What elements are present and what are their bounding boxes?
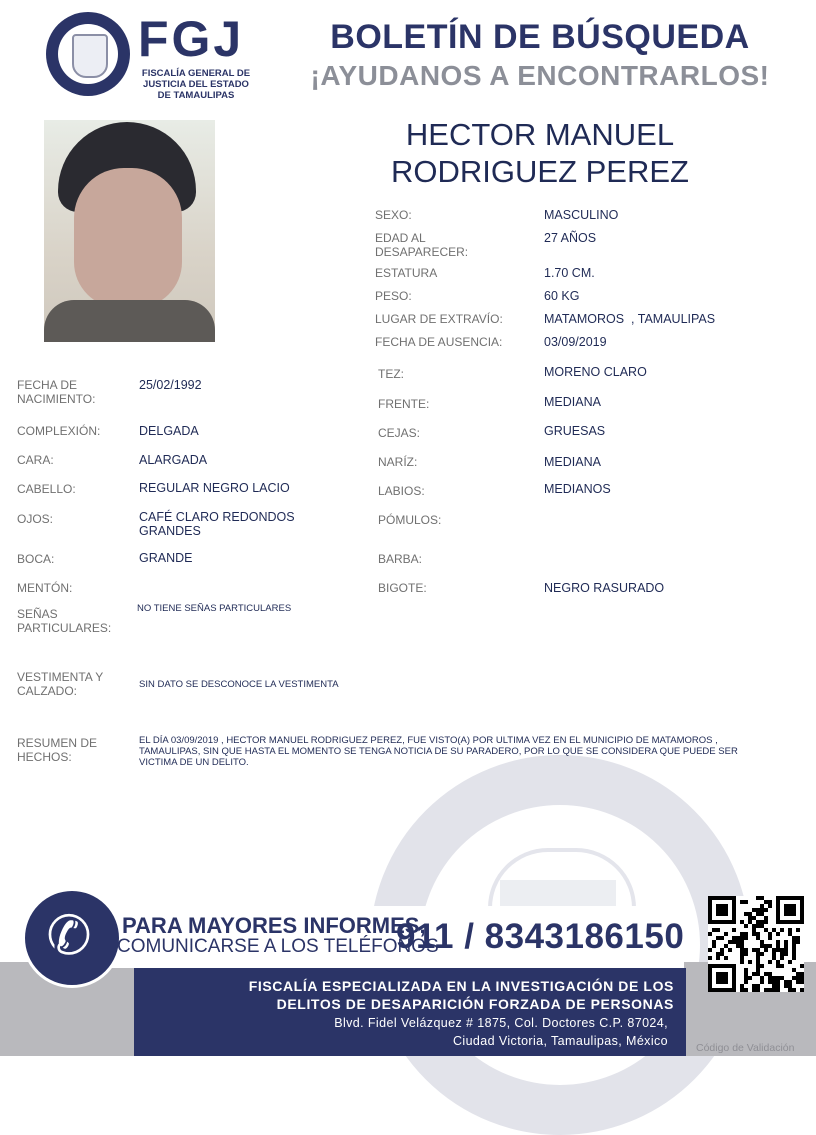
field-label-senas: SEÑAS PARTICULARES: bbox=[17, 607, 112, 635]
contact-phone[interactable]: 911 / 8343186150 bbox=[396, 917, 685, 956]
field-label-complexion: COMPLEXIÓN: bbox=[17, 424, 101, 438]
field-label-cara: CARA: bbox=[17, 453, 54, 467]
qr-caption: Código de Validación bbox=[696, 1042, 795, 1054]
person-name-line2: RODRIGUEZ PEREZ bbox=[391, 154, 689, 189]
field-value-boca: GRANDE bbox=[139, 551, 193, 565]
field-label-boca: BOCA: bbox=[17, 552, 55, 566]
address-line1: Blvd. Fidel Velázquez # 1875, Col. Doctores C.P. 87024, bbox=[334, 1016, 668, 1030]
field-label-pomulos: PÓMULOS: bbox=[378, 513, 442, 527]
photo-face bbox=[74, 168, 182, 308]
field-label-fecha-ausencia: FECHA DE AUSENCIA: bbox=[375, 335, 503, 349]
page-subtitle: ¡AYUDANOS A ENCONTRARLOS! bbox=[310, 60, 770, 91]
field-value-fecha-nacimiento: 25/02/1992 bbox=[139, 378, 202, 392]
logo-subtitle bbox=[138, 68, 254, 101]
field-value-senas: NO TIENE SEÑAS PARTICULARES bbox=[137, 603, 292, 614]
field-value-peso: 60 KG bbox=[544, 289, 580, 303]
field-label-cejas: CEJAS: bbox=[378, 426, 421, 440]
informes-line1: PARA MAYORES INFORMES, bbox=[122, 913, 426, 938]
field-value-tez: MORENO CLARO bbox=[544, 365, 647, 379]
field-value-ojos: CAFÉ CLARO REDONDOS GRANDES bbox=[139, 510, 295, 538]
field-label-labios: LABIOS: bbox=[378, 484, 425, 498]
fiscalia-name bbox=[134, 977, 674, 1013]
missing-person-photo bbox=[44, 120, 215, 342]
photo-shirt bbox=[44, 300, 215, 342]
field-label-estatura: ESTATURA bbox=[375, 266, 438, 280]
field-label-frente: FRENTE: bbox=[378, 397, 430, 411]
field-value-vestimenta: SIN DATO SE DESCONOCE LA VESTIMENTA bbox=[139, 679, 339, 690]
field-value-nariz: MEDIANA bbox=[544, 455, 601, 469]
field-value-complexion: DELGADA bbox=[139, 424, 199, 438]
field-label-lugar: LUGAR DE EXTRAVÍO: bbox=[375, 312, 503, 326]
page-title: BOLETÍN DE BÚSQUEDA bbox=[330, 18, 750, 56]
field-value-lugar: MATAMOROS , TAMAULIPAS bbox=[544, 312, 716, 326]
field-label-sexo: SEXO: bbox=[375, 208, 412, 222]
logo-abbr: FGJ bbox=[138, 11, 245, 67]
field-label-menton: MENTÓN: bbox=[17, 581, 73, 595]
person-name-line1: HECTOR MANUEL bbox=[405, 117, 675, 152]
field-value-cejas: GRUESAS bbox=[544, 424, 606, 438]
qr-code-icon[interactable] bbox=[708, 896, 804, 992]
person-name bbox=[360, 116, 720, 190]
field-value-bigote: NEGRO RASURADO bbox=[544, 581, 665, 595]
fiscalia-address bbox=[134, 1014, 668, 1050]
field-value-frente: MEDIANA bbox=[544, 395, 601, 409]
field-label-tez: TEZ: bbox=[378, 367, 404, 381]
field-value-cabello: REGULAR NEGRO LACIO bbox=[139, 481, 290, 495]
field-label-ojos: OJOS: bbox=[17, 512, 54, 526]
field-label-resumen: RESUMEN DE HECHOS: bbox=[17, 736, 98, 764]
field-label-vestimenta: VESTIMENTA Y CALZADO: bbox=[17, 670, 104, 698]
field-value-resumen: EL DÍA 03/09/2019 , HECTOR MANUEL RODRIGUEZ PEREZ, FUE VISTO(A) POR ULTIMA VEZ EN EL MUNICIPIO DE MATAMOROS , TAMAULIPAS, SIN QUE HASTA EL MOMENTO SE TENGA NOTICIA DE SU PARADERO, POR LO QUE SE CONSIDERA QUE PUEDE SER VICTIMA DE UN DELITO. bbox=[139, 735, 738, 768]
field-value-edad: 27 AÑOS bbox=[544, 231, 597, 245]
field-label-fecha-nacimiento: FECHA DE NACIMIENTO: bbox=[17, 378, 96, 406]
phone-icon: ✆ bbox=[46, 906, 92, 966]
field-value-cara: ALARGADA bbox=[139, 453, 208, 467]
fiscalia-line2: DELITOS DE DESAPARICIÓN FORZADA DE PERSONAS bbox=[276, 996, 674, 1012]
field-label-cabello: CABELLO: bbox=[17, 482, 76, 496]
field-label-bigote: BIGOTE: bbox=[378, 581, 427, 595]
field-label-peso: PESO: bbox=[375, 289, 412, 303]
field-value-sexo: MASCULINO bbox=[544, 208, 619, 222]
field-label-barba: BARBA: bbox=[378, 552, 423, 566]
field-label-nariz: NARÍZ: bbox=[378, 455, 418, 469]
informes-line2: COMUNICARSE A LOS TELÉFONOS bbox=[117, 936, 439, 957]
logo-line2: JUSTICIA DEL ESTADO bbox=[143, 79, 249, 90]
fiscalia-line1: FISCALÍA ESPECIALIZADA EN LA INVESTIGACIÓN DE LOS bbox=[248, 978, 674, 994]
shield-icon bbox=[72, 34, 108, 78]
address-line2: Ciudad Victoria, Tamaulipas, México bbox=[452, 1034, 668, 1048]
qr-code-graphic bbox=[708, 896, 804, 992]
field-value-estatura: 1.70 CM. bbox=[544, 266, 595, 280]
logo-line3: DE TAMAULIPAS bbox=[157, 90, 235, 101]
field-label-edad: EDAD AL DESAPARECER: bbox=[375, 231, 469, 259]
field-value-labios: MEDIANOS bbox=[544, 482, 611, 496]
logo-line1: FISCALÍA GENERAL DE bbox=[141, 68, 251, 79]
field-value-fecha-ausencia: 03/09/2019 bbox=[544, 335, 607, 349]
